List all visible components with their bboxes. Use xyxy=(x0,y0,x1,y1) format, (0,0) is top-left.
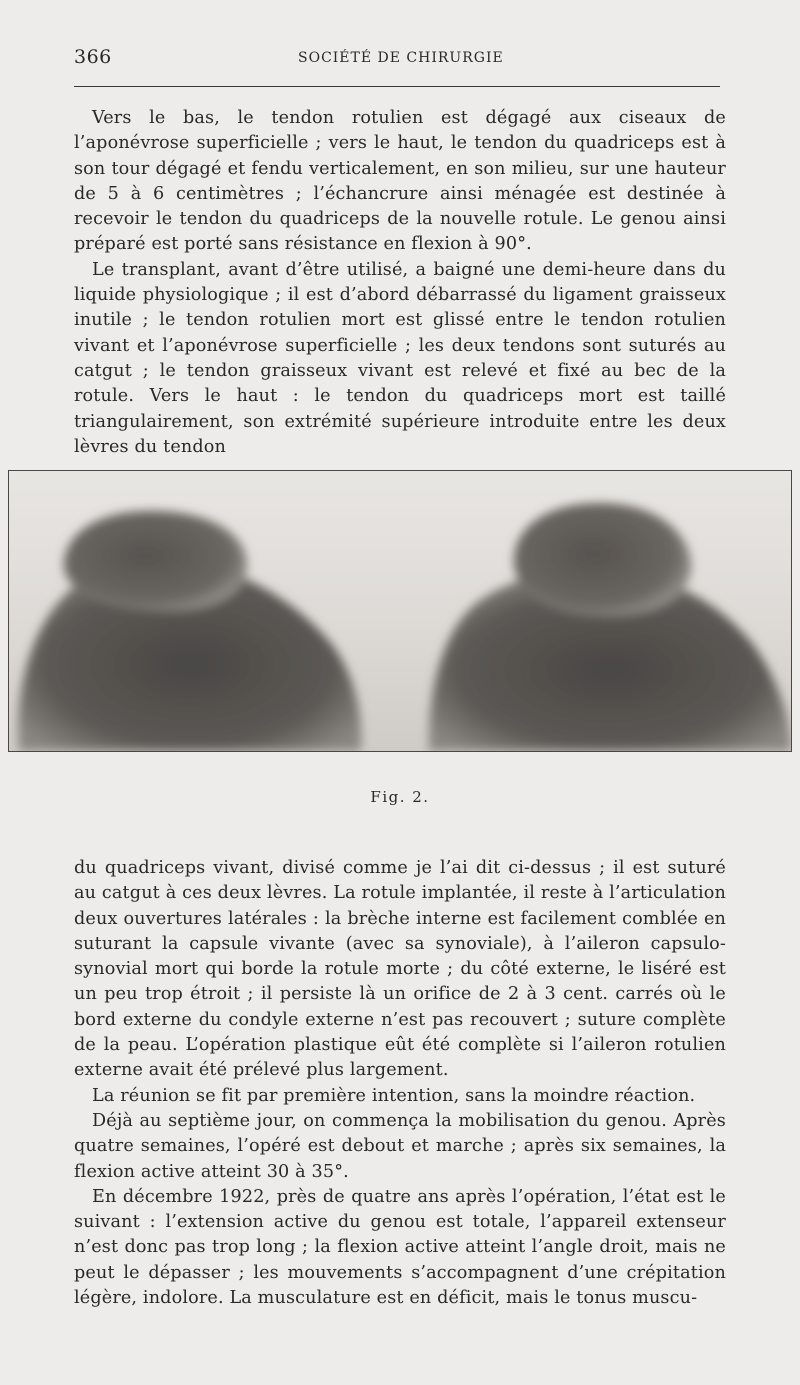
left-knee-shadow xyxy=(18,511,362,751)
text-block-top xyxy=(74,106,726,460)
header-rule xyxy=(74,86,720,87)
paragraph: La réunion se fit par première intention, sans la moindre réaction. xyxy=(92,1085,696,1106)
page-header xyxy=(74,46,720,74)
radiograph-figure xyxy=(8,470,792,752)
running-title: SOCIÉTÉ DE CHIRURGIE xyxy=(298,50,504,66)
paragraph: Vers le bas, le tendon rotulien est dégagé aux ciseaux de l’aponévrose superficielle ; vers le haut, le tendon du quadriceps est à son tour dégagé et fendu verticalement, en son milieu, sur une hauteur de 5 à 6 centimètres ; l’échancrure ainsi ménagée est destinée à recevoir le tendon du quadriceps de la nouvelle rotule. Le genou ainsi préparé est porté sans résistance en flexion à 90°. xyxy=(74,108,726,255)
right-knee-shadow xyxy=(429,503,791,751)
paragraph: Le transplant, avant d’être utilisé, a baigné une demi-heure dans du liquide physiologique ; il est d’abord débarrassé du ligament graisseux inutile ; le tendon rotulien mort est glissé entre le tendon rotulien vivant et l’aponévrose superficielle ; les deux tendons sont suturés au catgut ; le tendon graisseux vivant est relevé et fixé au bec de la rotule. Vers le haut : le tendon du quadriceps mort est taillé triangulairement, son extrémité supérieure introduite entre les deux lèvres du tendon xyxy=(74,259,726,457)
page-number: 366 xyxy=(74,46,112,68)
figure-caption: Fig. 2. xyxy=(370,788,430,806)
radiograph-image xyxy=(9,471,791,751)
paragraph: du quadriceps vivant, divisé comme je l’ai dit ci-dessus ; il est suturé au catgut à ces deux lèvres. La rotule implantée, il reste à l’articulation deux ouvertures latérales : la brèche interne est facilement comblée en suturant la capsule vivante (avec sa synoviale), à l’aileron capsulo-synovial mort qui borde la rotule morte ; du côté externe, le liséré est un peu trop étroit ; il persiste là un orifice de 2 à 3 cent. carrés où le bord externe du condyle externe n’est pas recouvert ; suture complète de la peau. L’opération plastique eût été complète si l’aileron rotulien externe avait été prélevé plus largement. xyxy=(74,858,726,1081)
text-block-bottom xyxy=(74,856,726,1311)
paragraph: En décembre 1922, près de quatre ans après l’opération, l’état est le suivant : l’extension active du genou est totale, l’appareil extenseur n’est donc pas trop long ; la flexion active atteint l’angle droit, mais ne peut le dépasser ; les mouvements s’accompagnent d’une crépitation légère, indolore. La musculature est en déficit, mais le tonus muscu- xyxy=(74,1186,726,1309)
paragraph: Déjà au septième jour, on commença la mobilisation du genou. Après quatre semaines, l’opéré est debout et marche ; après six semaines, la flexion active atteint 30 à 35°. xyxy=(74,1110,726,1182)
